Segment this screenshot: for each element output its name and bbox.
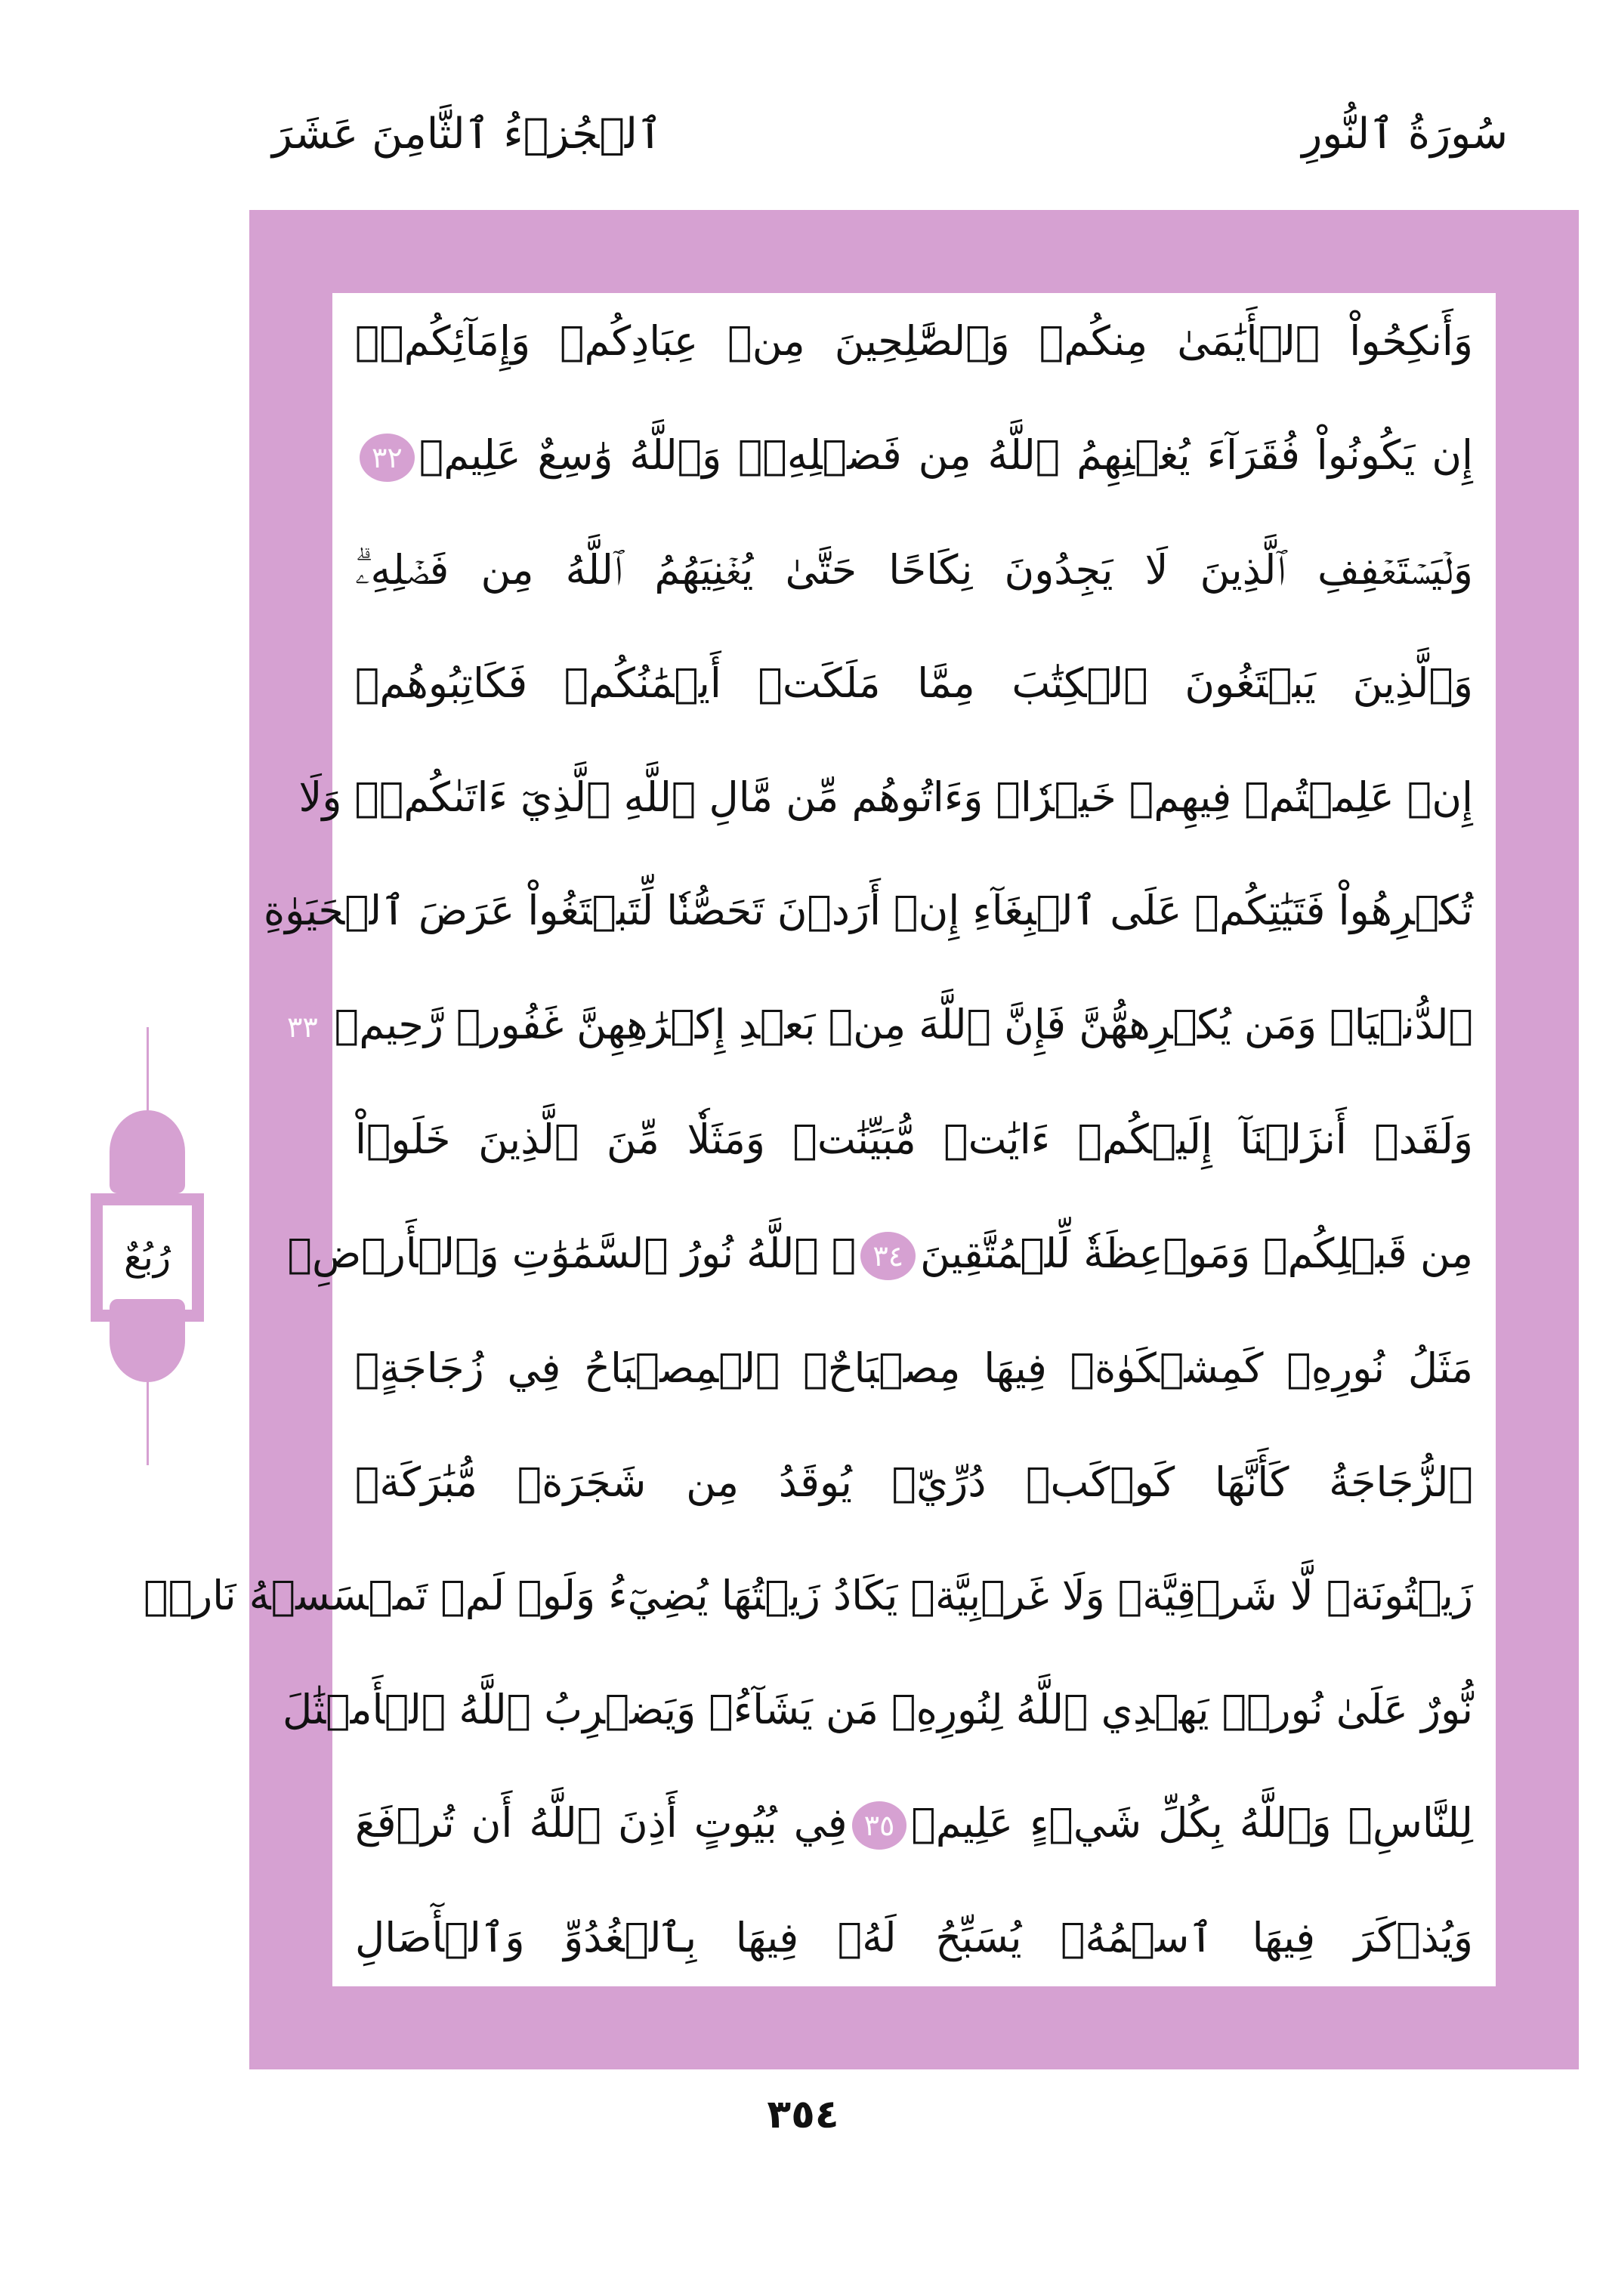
hizb-label: رُبُعٌ: [123, 1236, 171, 1279]
ayah-number-marker: ٣٥: [852, 1801, 907, 1850]
page-number: ٣٥٤: [767, 2092, 839, 2137]
verse-line: [263, 885, 1473, 937]
surah-title: سُورَةُ ٱلنُّورِ: [1302, 110, 1508, 159]
ayah-number-marker: ٣٣: [275, 1003, 330, 1051]
verse-line: [283, 1684, 1473, 1736]
verse-text: ٱلزُّجَاجَةُ كَأَنَّهَا كَوۡكَبٞ دُرِّيّٞ يُوقَدُ مِن شَجَرَةٖ مُّبَٰرَكَةٖ: [355, 1458, 1473, 1506]
verse-line: [355, 1457, 1473, 1508]
verse-text: إِنۡ عَلِمۡتُمۡ فِيهِمۡ خَيۡرٗاۖ وَءَاتُوهُم مِّن مَّالِ ٱللَّهِ ٱلَّذِيٓ ءَاتَىٰكُمۡۚ وَلَا: [298, 773, 1473, 821]
verse-text: مِن قَبۡلِكُمۡ وَمَوۡعِظَةٗ لِّلۡمُتَّقِينَ: [920, 1229, 1473, 1277]
verse-text: وَيُذۡكَرَ فِيهَا ٱسۡمُهُۥ يُسَبِّحُ لَهُۥ فِيهَا بِٱلۡغُدُوِّ وَٱلۡأٓصَالِ: [355, 1914, 1473, 1962]
verse-line: [355, 1114, 1473, 1165]
verse-text: زَيۡتُونَةٖ لَّا شَرۡقِيَّةٖ وَلَا غَرۡبِيَّةٖ يَكَادُ زَيۡتُهَا يُضِيٓءُ وَلَوۡ لَمۡ تَمۡسَسۡهُ نَارٞۚ: [144, 1572, 1473, 1620]
verse-line: [298, 772, 1473, 823]
verse-text: نُّورٌ عَلَىٰ نُورٖۚ يَهۡدِي ٱللَّهُ لِنُورِهِۦ مَن يَشَآءُۚ وَيَضۡرِبُ ٱللَّهُ ٱلۡأَمۡثَٰلَ: [283, 1685, 1473, 1733]
ornament-stem-top: [147, 1027, 149, 1118]
hizb-ornament: [91, 1027, 204, 1465]
ornament-stem-bottom: [147, 1367, 149, 1465]
verse-text: وَلۡيَسۡتَعۡفِفِ ٱلَّذِينَ لَا يَجِدُونَ نِكَاحًا حَتَّىٰ يُغۡنِيَهُمُ ٱللَّهُ مِن فَضۡلِهِۦۗ: [355, 545, 1473, 594]
verse-text: لِلنَّاسِۗ وَٱللَّهُ بِكُلِّ شَيۡءٍ عَلِيمٞ: [911, 1799, 1473, 1847]
verse-text: إِن يَكُونُواْ فُقَرَآءَ يُغۡنِهِمُ ٱللَّهُ مِن فَضۡلِهِۦۗ وَٱللَّهُ وَٰسِعٌ عَلِيمٞ: [418, 430, 1473, 479]
verse-line: [286, 999, 1473, 1051]
juz-title: ٱلۡجُزۡءُ ٱلثَّامِنَ عَشَرَ: [272, 110, 662, 159]
verse-line: [287, 1228, 1473, 1280]
verse-line: [355, 430, 1473, 482]
verse-text: ٱلدُّنۡيَاۚ وَمَن يُكۡرِههُّنَّ فَإِنَّ ٱللَّهَ مِنۢ بَعۡدِ إِكۡرَٰهِهِنَّ غَفُورٞ رَّحِيمٞ: [334, 1000, 1473, 1048]
verse-text: وَأَنكِحُواْ ٱلۡأَيَٰمَىٰ مِنكُمۡ وَٱلصَّٰلِحِينَ مِنۡ عِبَادِكُمۡ وَإِمَآئِكُمۡۚ: [355, 317, 1473, 365]
verse-line: [355, 1912, 1473, 1964]
verse-line: [355, 1798, 1473, 1850]
ayah-number-marker: ٣٢: [360, 434, 415, 482]
verse-text-continued: فِي بُيُوتٍ أَذِنَ ٱللَّهُ أَن تُرۡفَعَ: [355, 1799, 848, 1847]
verse-text: تُكۡرِهُواْ فَتَيَٰتِكُمۡ عَلَى ٱلۡبِغَآءِ إِنۡ أَرَدۡنَ تَحَصُّنٗا لِّتَبۡتَغُواْ عَرَضَ ٱلۡحَيَوٰةِ: [263, 887, 1473, 935]
verse-line: [355, 545, 1473, 596]
verse-text: مَثَلُ نُورِهِۦ كَمِشۡكَوٰةٖ فِيهَا مِصۡبَاحٌۖ ٱلۡمِصۡبَاحُ فِي زُجَاجَةٍۖ: [355, 1344, 1473, 1393]
ayah-number-marker: ٣٤: [860, 1232, 916, 1280]
verse-text: وَلَقَدۡ أَنزَلۡنَآ إِلَيۡكُمۡ ءَايَٰتٖ مُّبَيِّنَٰتٖ وَمَثَلٗا مِّنَ ٱلَّذِينَ خَلَوۡاْ: [355, 1116, 1473, 1164]
ornament-dome-top: [110, 1110, 185, 1193]
verse-line: [355, 1343, 1473, 1394]
verse-text: وَٱلَّذِينَ يَبۡتَغُونَ ٱلۡكِتَٰبَ مِمَّا مَلَكَتۡ أَيۡمَٰنُكُمۡ فَكَاتِبُوهُمۡ: [355, 659, 1473, 708]
verse-line: [355, 658, 1473, 709]
verse-text-continued: ۞ ٱللَّهُ نُورُ ٱلسَّمَٰوَٰتِ وَٱلۡأَرۡضِۚ: [287, 1229, 857, 1277]
verse-line: [144, 1570, 1473, 1622]
verse-line: [355, 316, 1473, 367]
